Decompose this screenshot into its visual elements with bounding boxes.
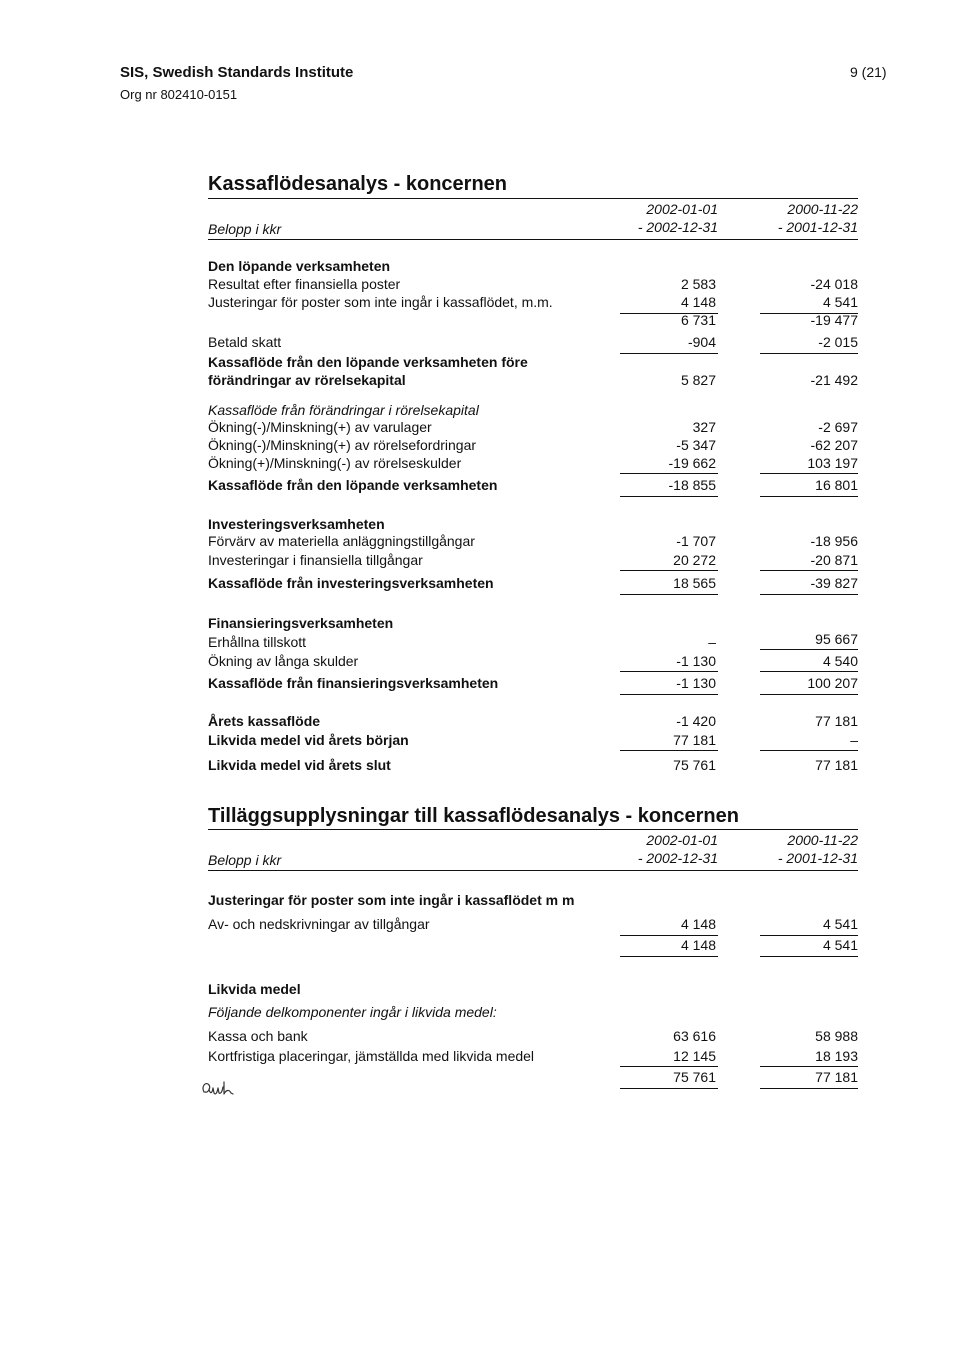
table-row	[208, 732, 858, 751]
period-end: - 2002-12-31	[637, 850, 718, 866]
value-2001: 4 541	[822, 294, 858, 310]
value-2002: -1 130	[676, 653, 716, 669]
total-rule	[760, 594, 858, 595]
row-label: Kassaflöde från den löpande verksamheten	[208, 477, 498, 493]
value-2001: -62 207	[810, 437, 858, 453]
row-label: Den löpande verksamheten	[208, 258, 391, 274]
value-2002: 75 761	[673, 1069, 716, 1085]
value-2002: -1 420	[676, 713, 716, 729]
title-rule	[208, 198, 858, 199]
value-2001: -19 477	[810, 312, 858, 328]
total-rule	[620, 694, 718, 695]
value-2002: 6 731	[680, 312, 716, 328]
row-label: Ökning(-)/Minskning(+) av varulager	[208, 419, 432, 435]
table-row	[208, 653, 858, 672]
table-row	[208, 552, 858, 571]
row-label: Kassaflöde från förändringar i rörelsekapital	[208, 402, 479, 418]
row-label: Årets kassaflöde	[208, 713, 321, 729]
table-row	[208, 294, 858, 313]
table-row	[208, 916, 858, 935]
subtotal-rule	[620, 750, 718, 751]
subtotal-rule	[620, 1066, 718, 1067]
value-2001: 4 541	[822, 937, 858, 953]
value-2002: -1 130	[676, 675, 716, 691]
value-2002: -904	[687, 334, 716, 350]
value-2002: 327	[692, 419, 716, 435]
row-label: Justeringar för poster som inte ingår i kassaflödet, m.m.	[208, 294, 553, 310]
total-rule	[760, 956, 858, 957]
table-row	[208, 892, 858, 911]
row-label: Likvida medel vid årets slut	[208, 757, 391, 773]
value-2002: -18 855	[668, 477, 716, 493]
table-row	[208, 477, 858, 496]
subtotal-rule	[620, 671, 718, 672]
row-label: Justeringar för poster som inte ingår i kassaflödet m m	[208, 892, 575, 908]
row-label: Kassaflöde från investeringsverksamheten	[208, 575, 494, 591]
subtotal-rule	[760, 473, 858, 474]
header-rule	[208, 870, 858, 871]
table-row	[208, 675, 858, 694]
row-label: Investeringar i finansiella tillgångar	[208, 552, 423, 568]
table-row	[208, 1069, 858, 1088]
value-2002: -5 347	[676, 437, 716, 453]
value-2001: -21 492	[810, 372, 858, 388]
subtotal-rule	[760, 750, 858, 751]
table-row	[208, 757, 858, 776]
period-start: 2002-01-01	[646, 201, 718, 217]
cashflow-title: Kassaflödesanalys - koncernen	[208, 173, 508, 195]
value-2001: 95 667	[815, 631, 858, 647]
period-header-2002	[638, 831, 718, 867]
row-label: Kassaflöde från finansieringsverksamheten	[208, 675, 499, 691]
value-2002: 12 145	[673, 1048, 716, 1064]
value-2002: -1 707	[676, 533, 716, 549]
row-label: Resultat efter finansiella poster	[208, 276, 401, 292]
value-2001: 18 193	[815, 1048, 858, 1064]
row-label: Likvida medel	[208, 981, 301, 997]
value-2001: -39 827	[810, 575, 858, 591]
period-end: - 2001-12-31	[777, 850, 858, 866]
company-name: SIS, Swedish Standards Institute	[120, 64, 354, 81]
value-2002: 20 272	[673, 552, 716, 568]
subtotal-rule	[760, 570, 858, 571]
currency-note: Belopp i kkr	[208, 852, 282, 868]
table-row	[208, 575, 858, 594]
table-row	[208, 312, 858, 331]
row-label: Ökning(-)/Minskning(+) av rörelsefordringar	[208, 437, 477, 453]
table-row	[208, 1028, 858, 1047]
row-label: förändringar av rörelsekapital	[208, 372, 406, 388]
value-2002: -19 662	[668, 455, 716, 471]
table-row	[208, 258, 858, 277]
value-2001: 16 801	[815, 477, 858, 493]
period-end: - 2002-12-31	[637, 219, 718, 235]
period-header-2001	[778, 200, 858, 236]
value-2002: 63 616	[673, 1028, 716, 1044]
total-rule	[760, 496, 858, 497]
value-2001: 100 207	[807, 675, 858, 691]
value-2001: 4 541	[822, 916, 858, 932]
row-label: Kassaflöde från den löpande verksamheten före	[208, 354, 528, 370]
total-rule	[620, 496, 718, 497]
period-start: 2000-11-22	[787, 201, 858, 217]
value-2001: -24 018	[810, 276, 858, 292]
table-row	[208, 1048, 858, 1067]
subtotal-rule	[620, 473, 718, 474]
table-row	[208, 372, 858, 391]
total-rule	[620, 956, 718, 957]
value-2002: 4 148	[680, 937, 716, 953]
table-row	[208, 276, 858, 295]
row-label: Följande delkomponenter ingår i likvida medel:	[208, 1004, 497, 1020]
value-2002: 5 827	[680, 372, 716, 388]
table-row	[208, 533, 858, 552]
row-label: Finansieringsverksamheten	[208, 615, 394, 631]
signature-mark	[200, 1076, 240, 1100]
total-rule	[620, 1088, 718, 1089]
value-2002: 4 148	[680, 916, 716, 932]
table-row	[208, 634, 858, 653]
value-2002: 75 761	[673, 757, 716, 773]
value-2001: 77 181	[815, 1069, 858, 1085]
table-row	[208, 1004, 858, 1023]
value-2002: 18 565	[673, 575, 716, 591]
value-2001: 58 988	[815, 1028, 858, 1044]
page-number: 9 (21)	[850, 64, 887, 80]
value-2001: -2 697	[818, 419, 858, 435]
value-2002: 77 181	[673, 732, 716, 748]
row-label: Kassa och bank	[208, 1028, 308, 1044]
row-label: Av- och nedskrivningar av tillgångar	[208, 916, 430, 932]
period-header-2002	[638, 200, 718, 236]
period-start: 2000-11-22	[787, 832, 858, 848]
org-number: Org nr 802410-0151	[120, 87, 238, 102]
subtotal-rule	[760, 935, 858, 936]
title-rule	[208, 829, 858, 830]
subtotal-rule	[760, 649, 858, 650]
subtotal-rule	[760, 1066, 858, 1067]
value-2002: –	[708, 634, 716, 650]
row-label: Förvärv av materiella anläggningstillgångar	[208, 533, 475, 549]
total-rule	[760, 1088, 858, 1089]
supplementary-title: Tilläggsupplysningar till kassaflödesanalys - koncernen	[208, 805, 739, 827]
table-row	[208, 334, 858, 353]
value-2001: 4 540	[822, 653, 858, 669]
table-row	[208, 713, 858, 732]
period-start: 2002-01-01	[646, 832, 718, 848]
subtotal-rule	[620, 570, 718, 571]
value-2001: –	[850, 732, 858, 748]
header-rule	[208, 239, 858, 240]
value-2001: -2 015	[818, 334, 858, 350]
row-label: Kortfristiga placeringar, jämställda med likvida medel	[208, 1048, 535, 1064]
value-2002: 2 583	[680, 276, 716, 292]
table-row	[208, 455, 858, 474]
value-2001: 103 197	[807, 455, 858, 471]
row-label: Erhållna tillskott	[208, 634, 307, 650]
period-header-2001	[778, 831, 858, 867]
table-row	[208, 419, 858, 438]
row-label: Betald skatt	[208, 334, 282, 350]
table-row	[208, 437, 858, 456]
table-row	[208, 354, 858, 373]
value-2002: 4 148	[680, 294, 716, 310]
total-rule	[620, 594, 718, 595]
table-row	[208, 937, 858, 956]
value-2001: -18 956	[810, 533, 858, 549]
row-label: Ökning(+)/Minskning(-) av rörelseskulder	[208, 455, 462, 471]
subtotal-rule	[760, 671, 858, 672]
subtotal-rule	[620, 935, 718, 936]
total-rule	[760, 694, 858, 695]
currency-note: Belopp i kkr	[208, 221, 282, 237]
period-end: - 2001-12-31	[777, 219, 858, 235]
value-2001: 77 181	[815, 713, 858, 729]
row-label: Investeringsverksamheten	[208, 516, 385, 532]
value-2001: 77 181	[815, 757, 858, 773]
row-label: Ökning av långa skulder	[208, 653, 359, 669]
table-row	[208, 981, 858, 1000]
value-2001: -20 871	[810, 552, 858, 568]
row-label: Likvida medel vid årets början	[208, 732, 409, 748]
